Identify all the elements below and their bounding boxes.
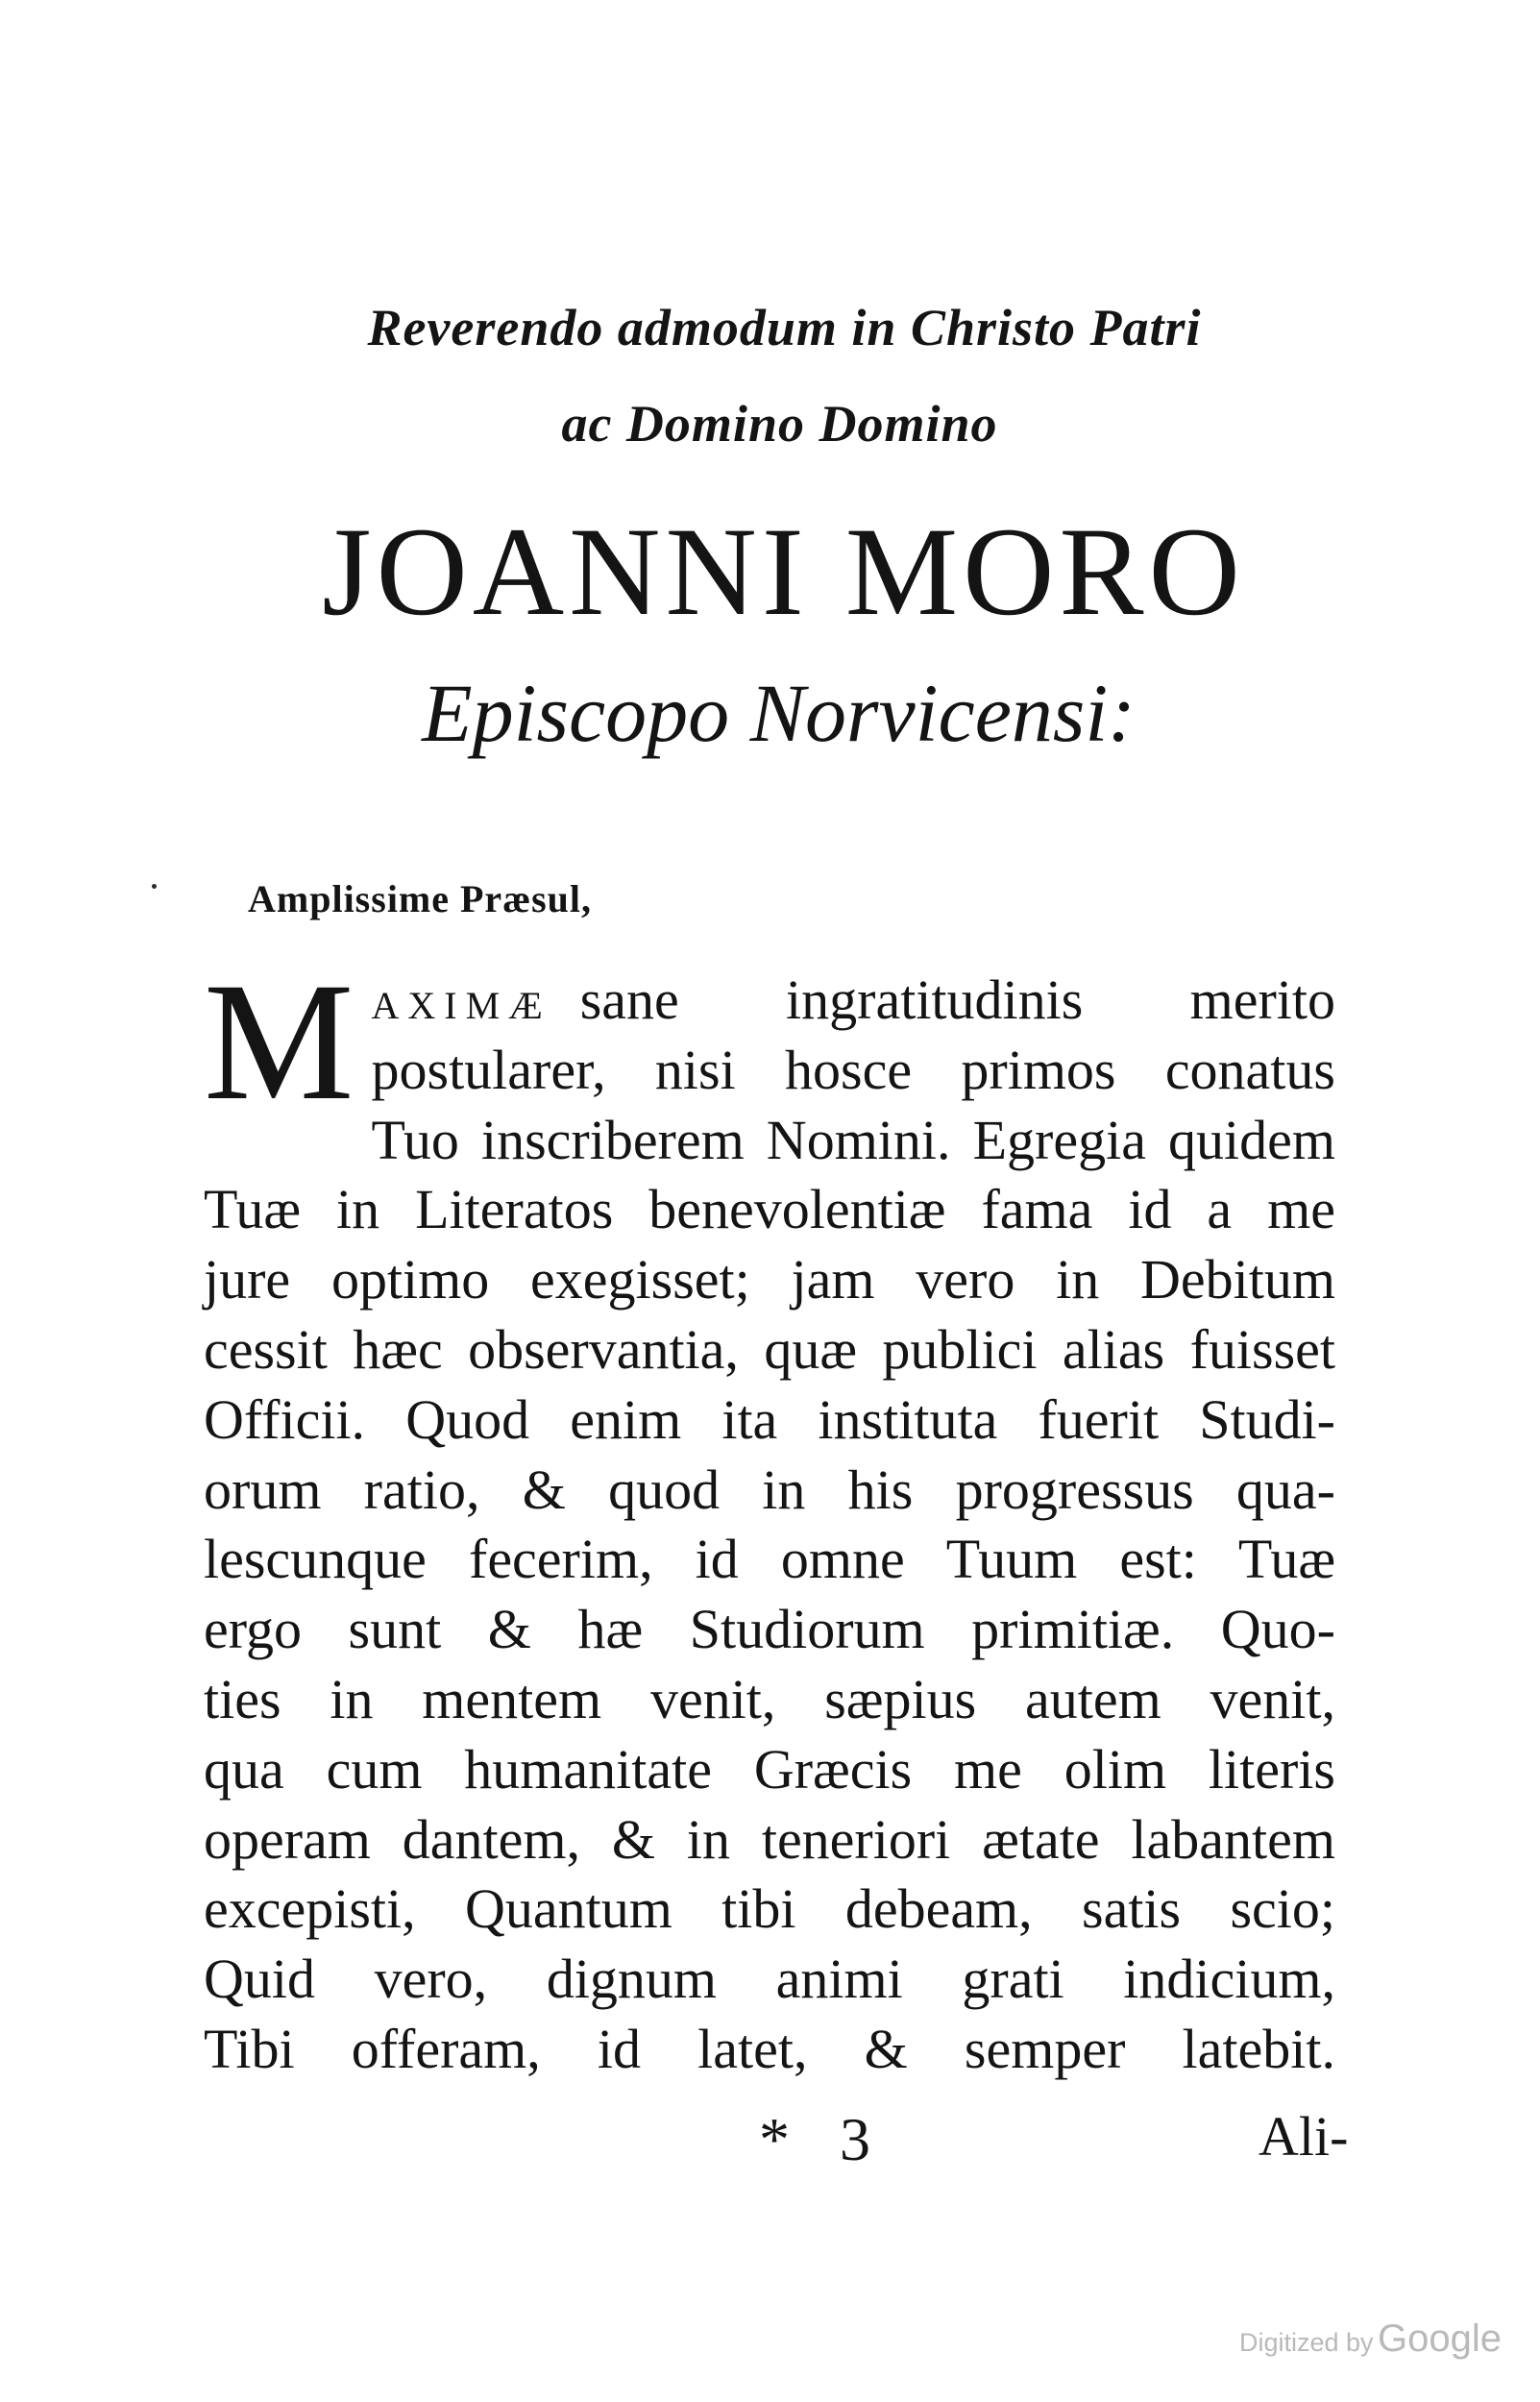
body-line: Tuæ in Literatos benevolentiæ fama id a me <box>204 1178 1335 1241</box>
body-line: Tuo inscriberem Nomini. Egregia quidem <box>371 1108 1335 1171</box>
digitization-watermark <box>1239 2317 1502 2361</box>
body-line: ergo sunt & hæ Studiorum primitiæ. Quo- <box>204 1598 1335 1661</box>
dedication-heading-line-2: ac Domino Domino <box>561 395 998 453</box>
body-line: orum ratio, & quod in his progressus qua- <box>204 1458 1335 1521</box>
body-line: Quid vero, dignum animi grati indicium, <box>204 1948 1335 2011</box>
dedication-body <box>204 948 1335 2085</box>
body-line-second: postularer, nisi hosce primos conatus <box>371 1038 1335 1101</box>
body-line: Tibi offeram, id latet, & semper latebit. <box>204 2017 1335 2080</box>
drop-cap-tail: AXIMÆ <box>371 984 551 1027</box>
body-line-first-text: sane ingratitudinis merito <box>579 968 1335 1031</box>
dedicatee-title: Episcopo Norvicensi: <box>422 667 1136 759</box>
body-line: operam dantem, & in teneriori ætate labantem <box>204 1807 1335 1871</box>
signature-mark: * 3 <box>759 2105 888 2173</box>
body-line: jure optimo exegisset; jam vero in Debitum <box>204 1248 1335 1311</box>
salutation: Amplissime Præsul, <box>248 877 592 920</box>
watermark-brand: Google <box>1378 2317 1502 2360</box>
dedication-heading-line-1: Reverendo admodum in Christo Patri <box>367 299 1202 356</box>
body-line: lescunque fecerim, id omne Tuum est: Tuæ <box>204 1528 1335 1591</box>
watermark-prefix: Digitized by <box>1239 2328 1374 2357</box>
body-line-first <box>204 966 1335 1036</box>
ink-speck <box>152 884 157 889</box>
drop-cap: M <box>204 948 354 1136</box>
body-line: ties in mentem venit, sæpius autem venit, <box>204 1667 1335 1730</box>
body-line: Officii. Quod enim ita instituta fuerit Studi- <box>204 1387 1335 1451</box>
dedicatee-name: JOANNI MORO <box>322 501 1245 642</box>
body-line: qua cum humanitate Græcis me olim literis <box>204 1737 1335 1801</box>
body-line: excepisti, Quantum tibi debeam, satis scio; <box>204 1877 1335 1941</box>
body-lines <box>204 1106 1335 2085</box>
catchword: Ali- <box>1259 2105 1349 2168</box>
body-line: cessit hæc observantia, quæ publici alias fuisset <box>204 1317 1335 1381</box>
